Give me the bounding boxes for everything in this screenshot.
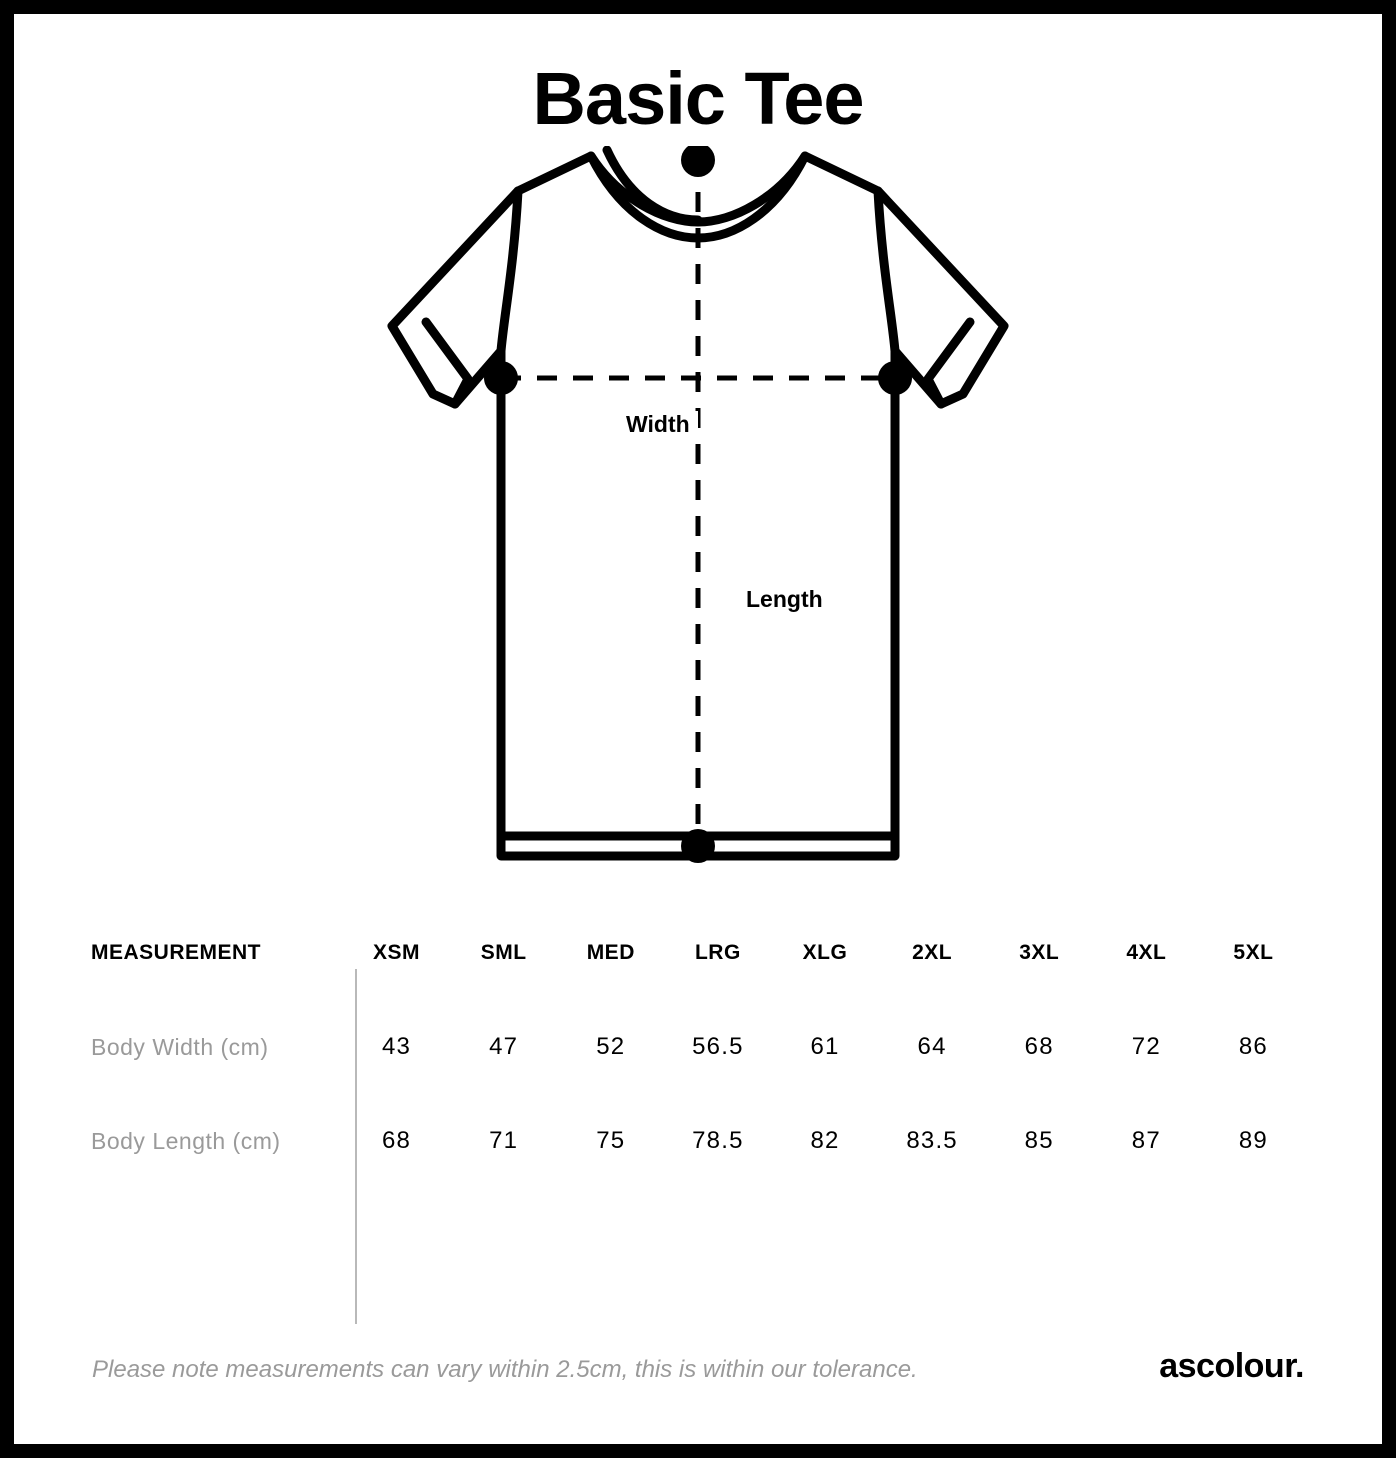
tolerance-note: Please note measurements can vary within 2.5cm, this is within our tolerance. — [92, 1356, 918, 1383]
size-header-med: MED — [586, 941, 635, 964]
page-title: Basic Tee — [532, 57, 864, 140]
width-left-point — [484, 361, 518, 395]
cell-body-width-3xl: 68 — [1024, 1033, 1054, 1060]
cell-body-width-2xl: 64 — [917, 1033, 947, 1060]
size-header-xsm: XSM — [373, 941, 421, 964]
footer — [14, 1347, 1382, 1386]
size-header-4xl: 4XL — [1126, 941, 1167, 964]
width-right-point — [878, 361, 912, 395]
cell-body-width-sml: 47 — [489, 1033, 519, 1060]
cell-body-width-lrg: 56.5 — [692, 1033, 744, 1060]
table-header-row — [89, 906, 1307, 1000]
measurement-header: MEASUREMENT — [91, 941, 262, 964]
tshirt-outline-icon — [318, 146, 1078, 886]
cell-body-width-4xl: 72 — [1131, 1033, 1161, 1060]
cell-body-length-5xl: 89 — [1238, 1127, 1268, 1154]
size-header-2xl: 2XL — [912, 941, 953, 964]
width-label: Width — [618, 411, 698, 438]
cell-body-length-sml: 71 — [489, 1127, 519, 1154]
row-label-body-width: Body Width (cm) — [91, 1033, 269, 1060]
size-header-sml: SML — [480, 941, 527, 964]
cell-body-length-xsm: 68 — [382, 1127, 412, 1154]
size-header-5xl: 5XL — [1233, 941, 1274, 964]
length-top-point — [681, 146, 715, 177]
cell-body-length-lrg: 78.5 — [692, 1127, 744, 1154]
size-header-3xl: 3XL — [1019, 941, 1060, 964]
brand-logo: ascolour. — [1159, 1347, 1304, 1385]
size-table — [89, 906, 1307, 1188]
cell-body-length-xlg: 82 — [810, 1127, 840, 1154]
size-header-xlg: XLG — [802, 941, 848, 964]
garment-diagram — [14, 146, 1382, 906]
length-label: Length — [738, 586, 831, 613]
table-row — [89, 1000, 1307, 1094]
cell-body-width-xlg: 61 — [810, 1033, 840, 1060]
table-divider — [355, 969, 357, 1324]
cell-body-length-4xl: 87 — [1131, 1127, 1161, 1154]
size-header-lrg: LRG — [694, 941, 741, 964]
cell-body-length-3xl: 85 — [1024, 1127, 1054, 1154]
table-row — [89, 1094, 1307, 1188]
cell-body-width-med: 52 — [596, 1033, 626, 1060]
cell-body-length-2xl: 83.5 — [906, 1127, 958, 1154]
row-label-body-length: Body Length (cm) — [91, 1127, 281, 1154]
cell-body-length-med: 75 — [596, 1127, 626, 1154]
length-bottom-point — [681, 829, 715, 863]
cell-body-width-xsm: 43 — [382, 1033, 412, 1060]
cell-body-width-5xl: 86 — [1238, 1033, 1268, 1060]
